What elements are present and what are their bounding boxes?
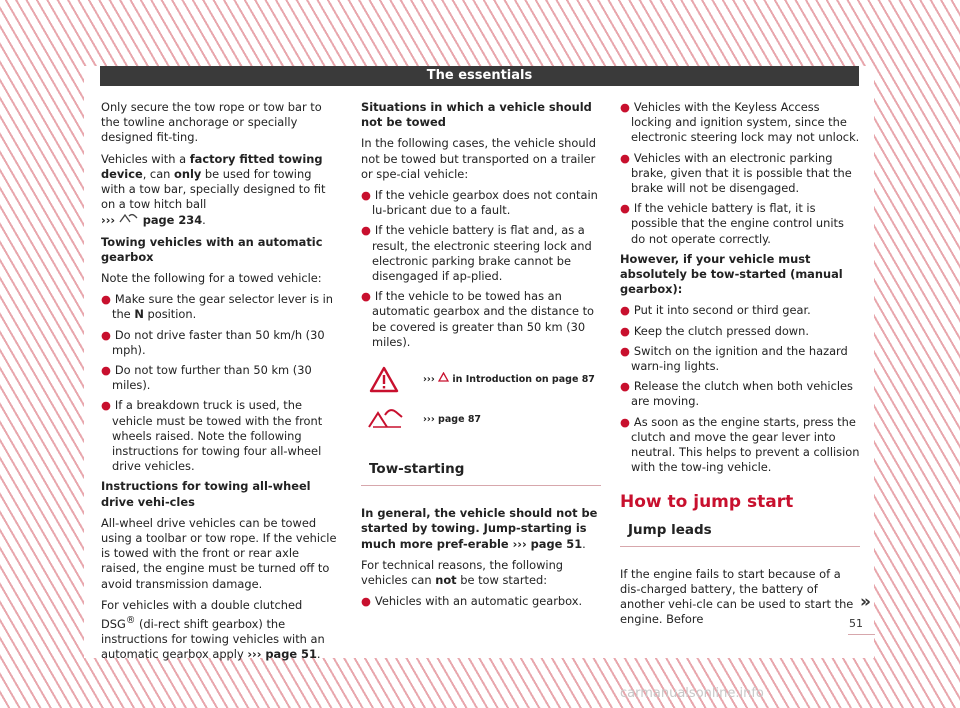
subheading: Instructions for towing all-wheel drive vehi-cles — [101, 479, 311, 509]
page-number: 51 — [849, 617, 863, 630]
paragraph: In the following cases, the vehicle should not be towed but transported on a trailer or spe-cial vehicle: — [361, 136, 596, 181]
list-item: ● As soon as the engine starts, press the clutch and move the gear lever into neutral. This helps to prevent a collision with the tow-ing vehicle. — [620, 414, 860, 475]
section-title: Jump leads — [620, 523, 860, 547]
warning-box — [361, 362, 601, 442]
list-item: ● If the vehicle battery is flat, it is possible that the engine control units do not operate correctly. — [620, 201, 844, 246]
list-item: ● Switch on the ignition and the hazard warn-ing lights. — [620, 343, 848, 374]
page-link[interactable]: ››› page 51 — [247, 647, 317, 662]
page-link[interactable]: ››› page 87 — [423, 414, 482, 426]
subheading: Situations in which a vehicle should not be towed — [361, 100, 592, 130]
page-number-rule — [848, 634, 875, 635]
list-item: ● Release the clutch when both vehicles are moving. — [620, 379, 853, 409]
paragraph: Note the following for a towed vehicle: — [101, 271, 322, 286]
paragraph: All-wheel drive vehicles can be towed using a toolbar or tow rope. If the vehicle is towed with the front or rear axle raised, the engine must be turned off to avoid transmission damage. — [101, 515, 337, 591]
list-item: ● Vehicles with an electronic parking brake, given that it is possible that the brake will not be disengaged. — [620, 150, 852, 196]
continue-icon: » — [860, 592, 871, 612]
paragraph: If the engine fails to start because of a dis-charged battery, the battery of another vehi-cle can be used to start the engine. Before — [620, 566, 854, 627]
paragraph: Vehicles with a factory fitted towing device, can only be used for towing with a tow bar, specially designed to fit on a tow hitch ball ››› page 234. — [101, 151, 326, 228]
page-link[interactable]: page 234 — [142, 213, 203, 228]
paragraph: For vehicles with a double clutched DSG® (di-rect shift gearbox) the instructions for towing vehicles with an automatic gearbox apply ››› page 51. — [101, 597, 325, 662]
list-item: ● If the vehicle to be towed has an automatic gearbox and the distance to be covered is greater than 50 km (30 miles). — [361, 289, 595, 349]
list-item: ● Do not tow further than 50 km (30 miles). — [101, 363, 312, 393]
warning-icon — [369, 366, 399, 397]
book-icon — [119, 213, 139, 227]
column-3 — [620, 100, 860, 634]
paragraph: In general, the vehicle should not be started by towing. Jump-starting is much more pref-erable ››› page 51. — [361, 506, 598, 551]
list-item: ● If the vehicle gearbox does not contain lu-bricant due to a fault. — [361, 188, 598, 218]
paragraph: For technical reasons, the following vehicles can not be tow started: — [361, 557, 564, 588]
list-item: ● Vehicles with an automatic gearbox. — [361, 594, 583, 609]
subheading: However, if your vehicle must absolutely be tow-started (manual gearbox): — [620, 251, 843, 297]
list-item: ● If the vehicle battery is flat and, as a result, the electronic steering lock and electronic parking brake cannot be disengaged if ap-plied. — [361, 223, 592, 284]
page-header: The essentials — [100, 66, 859, 86]
section-title: Tow-starting — [361, 462, 601, 486]
subheading: Towing vehicles with an automatic gearbox — [101, 234, 323, 264]
page-link[interactable]: ››› page 51 — [508, 536, 583, 551]
list-item: ● Do not drive faster than 50 km/h (30 mph). — [101, 327, 325, 357]
reference-arrows: ››› — [101, 213, 120, 228]
list-item: ● Make sure the gear selector lever is in the N position. — [101, 292, 334, 322]
book-icon — [367, 406, 405, 434]
list-item: ● Keep the clutch pressed down. — [620, 323, 809, 338]
list-item: ● Vehicles with the Keyless Access locking and ignition system, since the electronic steering lock may not unlock. — [620, 100, 860, 145]
list-item: ● Put it into second or third gear. — [620, 303, 811, 318]
paragraph: Only secure the tow rope or tow bar to the towline anchorage or specially designed fit-ting. — [101, 100, 322, 145]
chapter-heading: How to jump start — [620, 492, 794, 513]
column-1 — [101, 100, 339, 669]
warning-reference[interactable]: ››› in Introduction on page 87 — [423, 374, 595, 386]
list-item: ● If a breakdown truck is used, the vehicle must be towed with the front wheels raised. Note the following instructions for towing four all-wheel drive vehicles. — [101, 398, 323, 474]
column-2 — [361, 100, 601, 614]
watermark: carmanualsonline.info — [620, 686, 764, 701]
